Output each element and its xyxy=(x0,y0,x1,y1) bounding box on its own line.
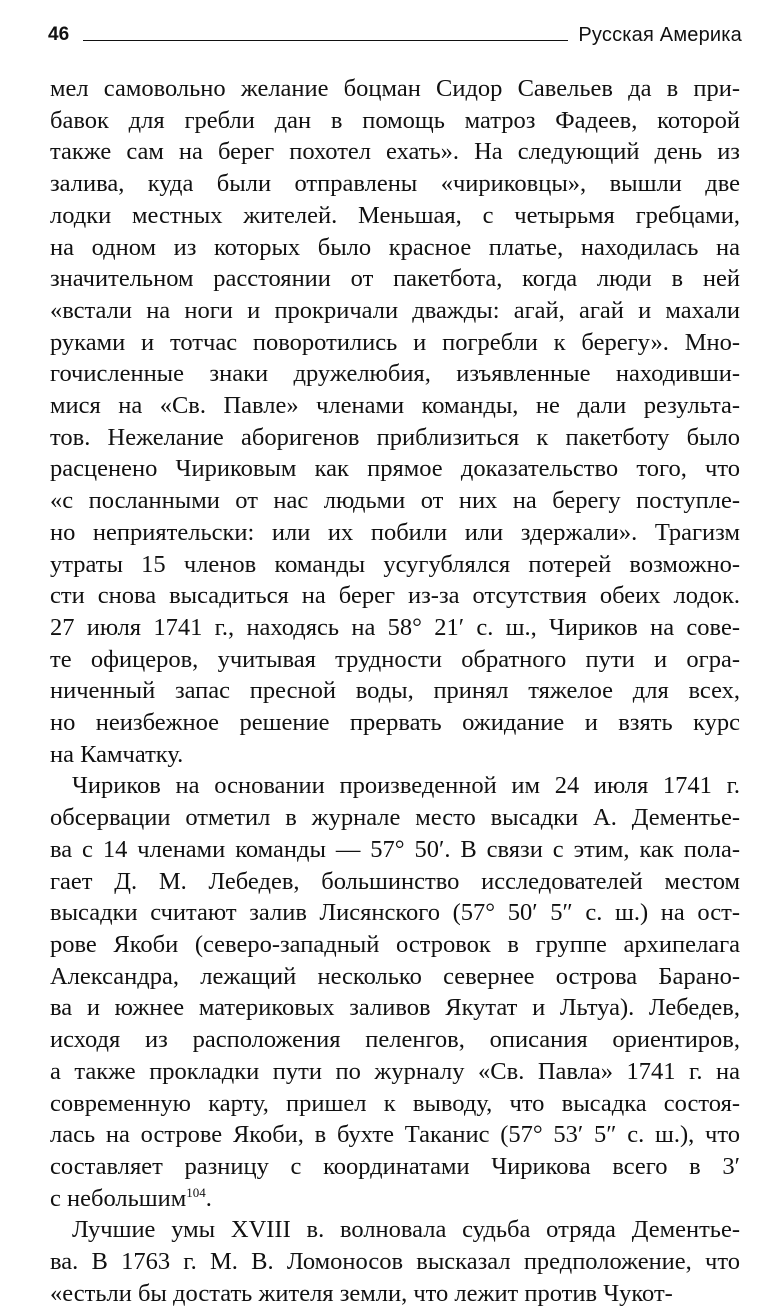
text-line xyxy=(50,453,740,485)
line-text: с небольшим xyxy=(50,1184,187,1212)
line-text: но неприятельски: или их побили или здержали». Трагизм xyxy=(50,518,740,546)
text-line xyxy=(50,1151,740,1183)
text-line xyxy=(50,802,740,834)
text-line xyxy=(50,136,740,168)
line-text: Александра, лежащий несколько севернее острова Барано- xyxy=(50,962,740,990)
line-text: Лучшие умы XVIII в. волновала судьба отряда Дементье- xyxy=(72,1216,740,1244)
text-line xyxy=(50,517,740,549)
line-text: значительном расстоянии от пакетбота, когда люди в ней xyxy=(50,265,740,293)
line-text: ва и южнее материковых заливов Якутат и Льтуа). Лебедев, xyxy=(50,994,740,1022)
line-text: гает Д. М. Лебедев, большинство исследователей местом xyxy=(50,867,740,895)
text-line xyxy=(50,1278,740,1309)
header-rule xyxy=(83,40,568,41)
line-text: 27 июля 1741 г., находясь на 58° 21′ с. ш., Чириков на сове- xyxy=(50,613,740,641)
page-number: 46 xyxy=(48,24,70,45)
text-line xyxy=(50,422,740,454)
line-text: гочисленные знаки дружелюбия, изъявленные находивши- xyxy=(50,360,740,388)
running-header xyxy=(48,14,742,46)
line-text: руками и тотчас поворотились и погребли к берегу». Мно- xyxy=(50,328,740,356)
text-line xyxy=(50,263,740,295)
text-line xyxy=(50,612,740,644)
line-text: бавок для гребли дан в помощь матроз Фадеев, которой xyxy=(50,106,740,134)
line-text: сти снова высадиться на берег из-за отсутствия обеих лодок. xyxy=(50,582,740,610)
line-text: рове Якоби (северо-западный островок в группе архипелага xyxy=(50,930,740,958)
text-line xyxy=(50,866,740,898)
footnote-reference[interactable]: 104 xyxy=(186,1184,206,1200)
line-text: ва. В 1763 г. М. В. Ломоносов высказал предположение, что xyxy=(50,1248,740,1276)
text-line xyxy=(50,295,740,327)
text-line xyxy=(50,1246,740,1278)
line-text: те офицеров, учитывая трудности обратного пути и огра- xyxy=(50,645,740,673)
text-line xyxy=(50,358,740,390)
line-text: современную карту, пришел к выводу, что высадка состоя- xyxy=(50,1089,740,1117)
running-title: Русская Америка xyxy=(578,24,742,46)
line-text-tail: . xyxy=(205,1184,212,1212)
line-text: ниченный запас пресной воды, принял тяжелое для всех, xyxy=(50,677,740,705)
line-text: «с посланными от нас людьми от них на берегу поступле- xyxy=(50,487,740,515)
line-text: залива, куда были отправлены «чириковцы», вышли две xyxy=(50,170,740,198)
line-text: ва с 14 членами команды — 57° 50′. В связи с этим, как пола- xyxy=(50,835,740,863)
line-text: тов. Нежелание аборигенов приблизиться к пакетботу было xyxy=(50,423,740,451)
text-line xyxy=(50,675,740,707)
text-line xyxy=(50,961,740,993)
paragraph xyxy=(50,770,740,1214)
text-line xyxy=(50,73,740,105)
text-line xyxy=(50,739,740,771)
text-line xyxy=(50,1024,740,1056)
line-text: мися на «Св. Павле» членами команды, не дали результа- xyxy=(50,392,740,420)
line-text: утраты 15 членов команды усугублялся потерей возможно- xyxy=(50,550,740,578)
text-line xyxy=(50,707,740,739)
line-text: «встали на ноги и прокричали дважды: агай, агай и махали xyxy=(50,296,740,324)
text-line xyxy=(50,1056,740,1088)
line-text: обсервации отметил в журнале место высадки А. Дементье- xyxy=(50,804,740,832)
text-line xyxy=(50,549,740,581)
text-line xyxy=(50,1214,740,1246)
line-text: также сам на берег похотел ехать». На следующий день из xyxy=(50,138,740,166)
line-text: лась на острове Якоби, в бухте Таканис (57° 53′ 5″ с. ш.), что xyxy=(50,1121,740,1149)
text-line xyxy=(50,897,740,929)
text-line xyxy=(50,1183,740,1215)
text-line xyxy=(50,390,740,422)
text-line xyxy=(50,1119,740,1151)
text-line xyxy=(50,1088,740,1120)
body-text xyxy=(50,73,740,1309)
text-line xyxy=(50,770,740,802)
text-line xyxy=(50,232,740,264)
line-text: высадки считают залив Лисянского (57° 50′ 5″ с. ш.) на ост- xyxy=(50,899,740,927)
text-line xyxy=(50,644,740,676)
line-text: а также прокладки пути по журналу «Св. Павла» 1741 г. на xyxy=(50,1057,740,1085)
line-text: на Камчатку. xyxy=(50,740,184,768)
text-line xyxy=(50,168,740,200)
line-text: лодки местных жителей. Меньшая, с четырьмя гребцами, xyxy=(50,201,740,229)
paragraph xyxy=(50,1214,740,1309)
line-text: «естьли бы достать жителя земли, что лежит против Чукот- xyxy=(50,1279,673,1307)
line-text: исходя из расположения пеленгов, описания ориентиров, xyxy=(50,1026,740,1054)
paragraph xyxy=(50,73,740,770)
text-line xyxy=(50,834,740,866)
line-text: но неизбежное решение прервать ожидание и взять курс xyxy=(50,709,740,737)
text-line xyxy=(50,200,740,232)
line-text: на одном из которых было красное платье, находилась на xyxy=(50,233,740,261)
line-text: мел самовольно желание боцман Сидор Савельев да в при- xyxy=(50,75,740,102)
text-line xyxy=(50,992,740,1024)
text-line xyxy=(50,327,740,359)
line-text: составляет разницу с координатами Чирикова всего в 3′ xyxy=(50,1152,740,1180)
line-text: расценено Чириковым как прямое доказательство того, что xyxy=(50,455,740,483)
text-line xyxy=(50,929,740,961)
text-line xyxy=(50,580,740,612)
line-text: Чириков на основании произведенной им 24 июля 1741 г. xyxy=(72,772,740,800)
text-line xyxy=(50,485,740,517)
text-line xyxy=(50,105,740,137)
